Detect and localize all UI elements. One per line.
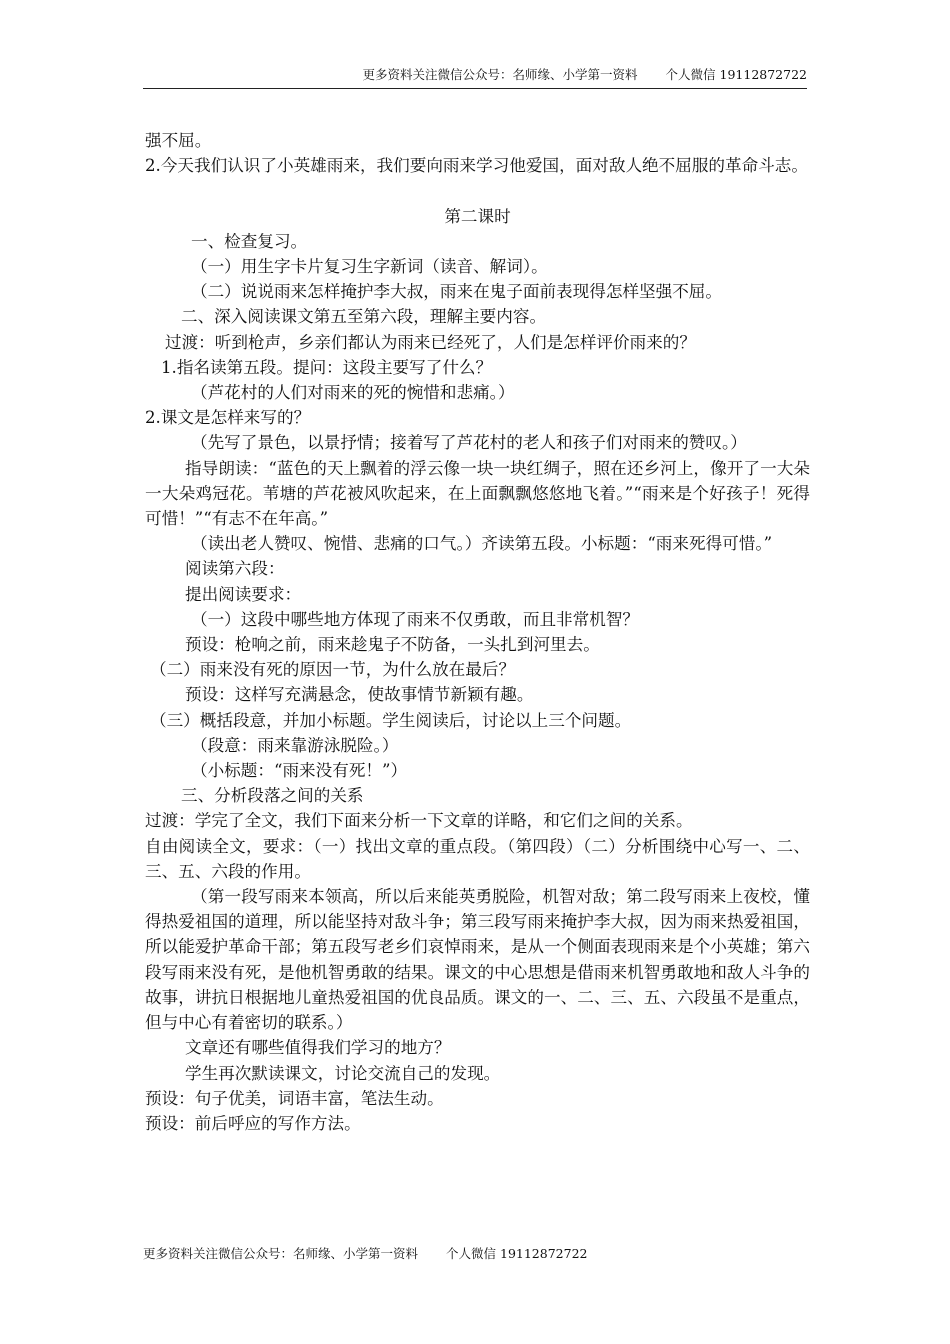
- text-line: 2.课文是怎样来写的？: [145, 408, 311, 428]
- text-line: （一）用生字卡片复习生字新词（读音、解词）。: [191, 257, 548, 276]
- text-line: 提出阅读要求：: [185, 584, 302, 604]
- text-line: （段意：雨来靠游泳脱险。）: [191, 735, 399, 755]
- page-header: [143, 66, 807, 89]
- text-line: 预设：这样写充满悬念，使故事情节新颖有趣。: [185, 685, 534, 705]
- text-paragraph: 自由阅读全文，要求：（一）找出文章的重点段。（第四段）（二）分析围绕中心写一、二、三、五、六段的作用。: [145, 836, 810, 881]
- text-line: 强不屈。: [145, 131, 212, 150]
- text-line: 文章还有哪些值得我们学习的地方？: [185, 1038, 451, 1058]
- text-paragraph: （先写了景色，以景抒情；接着写了芦花村的老人和孩子们对雨来的赞叹。）: [191, 433, 747, 453]
- text-line: 过渡：学完了全文，我们下面来分析一下文章的详略，和它们之间的关系。: [145, 811, 693, 831]
- text-line: 预设：枪响之前，雨来趁鬼子不防备，一头扎到河里去。: [185, 635, 600, 655]
- text-paragraph: 指导朗读：“蓝色的天上飘着的浮云像一块一块红绸子，照在还乡河上，像开了一大朵一大朵鸡冠花。苇塘的芦花被风吹起来，在上面飘飘悠悠地飞着。”“雨来是个好孩子！死得可惜！”“有志不在年高。”: [145, 458, 810, 529]
- text-line: 二、深入阅读课文第五至第六段，理解主要内容。: [181, 307, 547, 327]
- text-line: （三）概括段意，并加小标题。学生阅读后，讨论以上三个问题。: [150, 710, 632, 730]
- text-line: （二）雨来没有死的原因一节，为什么放在最后？: [150, 660, 516, 680]
- text-paragraph: （第一段写雨来本领高，所以后来能英勇脱险，机智对敌；第二段写雨来上夜校，懂得热爱祖国的道理，所以能坚持对敌斗争；第三段写雨来掩护李大叔，因为雨来热爱祖国，所以能爱护革命干部；第五段写老乡们哀悼雨来，是从一个侧面表现雨来是个小英雄；第六段写雨来没有死，是他机智勇敢的结果。课文的中心思想是借雨来机智勇敢地和敌人斗争的故事，讲抗日根据地儿童热爱祖国的优良品质。课文的一、二、三、五、六段虽不是重点，但与中心有着密切的联系。）: [145, 887, 810, 1033]
- text-line: 预设：前后呼应的写作方法。: [145, 1113, 361, 1133]
- page-footer: [143, 1245, 587, 1263]
- blank-line: [145, 178, 810, 203]
- text-line: （小标题：“雨来没有死！”）: [191, 761, 408, 781]
- text-line: 预设：句子优美，词语丰富，笔法生动。: [145, 1088, 444, 1108]
- text-paragraph: 2.今天我们认识了小英雄雨来，我们要向雨来学习他爱国，面对敌人绝不屈服的革命斗志。: [145, 156, 808, 176]
- text-line: 学生再次默读课文，讨论交流自己的发现。: [185, 1063, 501, 1083]
- text-paragraph: （读出老人赞叹、惋惜、悲痛的口气。）齐读第五段。小标题：“雨来死得可惜。”: [191, 534, 773, 554]
- text-line: （二）说说雨来怎样掩护李大叔，雨来在鬼子面前表现得怎样坚强不屈。: [191, 282, 722, 302]
- text-line: （芦花村的人们对雨来的死的惋惜和悲痛。）: [191, 383, 515, 403]
- text-line: 阅读第六段：: [185, 559, 285, 579]
- text-line: 一、检查复习。: [191, 231, 308, 251]
- footer-text: 更多资料关注微信公众号：名师缘、小学第一资料: [143, 1246, 419, 1261]
- text-line: 三、分析段落之间的关系: [181, 786, 364, 806]
- header-text: 更多资料关注微信公众号：名师缘、小学第一资料: [362, 67, 638, 82]
- footer-wechat: 个人微信 19112872722: [446, 1246, 588, 1261]
- text-line: （一）这段中哪些地方体现了雨来不仅勇敢，而且非常机智？: [191, 609, 640, 629]
- document-body: [145, 128, 810, 1136]
- section-title: 第二课时: [444, 206, 511, 226]
- header-wechat: 个人微信 19112872722: [665, 67, 807, 82]
- text-line: 过渡：听到枪声，乡亲们都认为雨来已经死了，人们是怎样评价雨来的？: [165, 332, 696, 352]
- text-line: 1.指名读第五段。提问：这段主要写了什么？: [161, 357, 493, 377]
